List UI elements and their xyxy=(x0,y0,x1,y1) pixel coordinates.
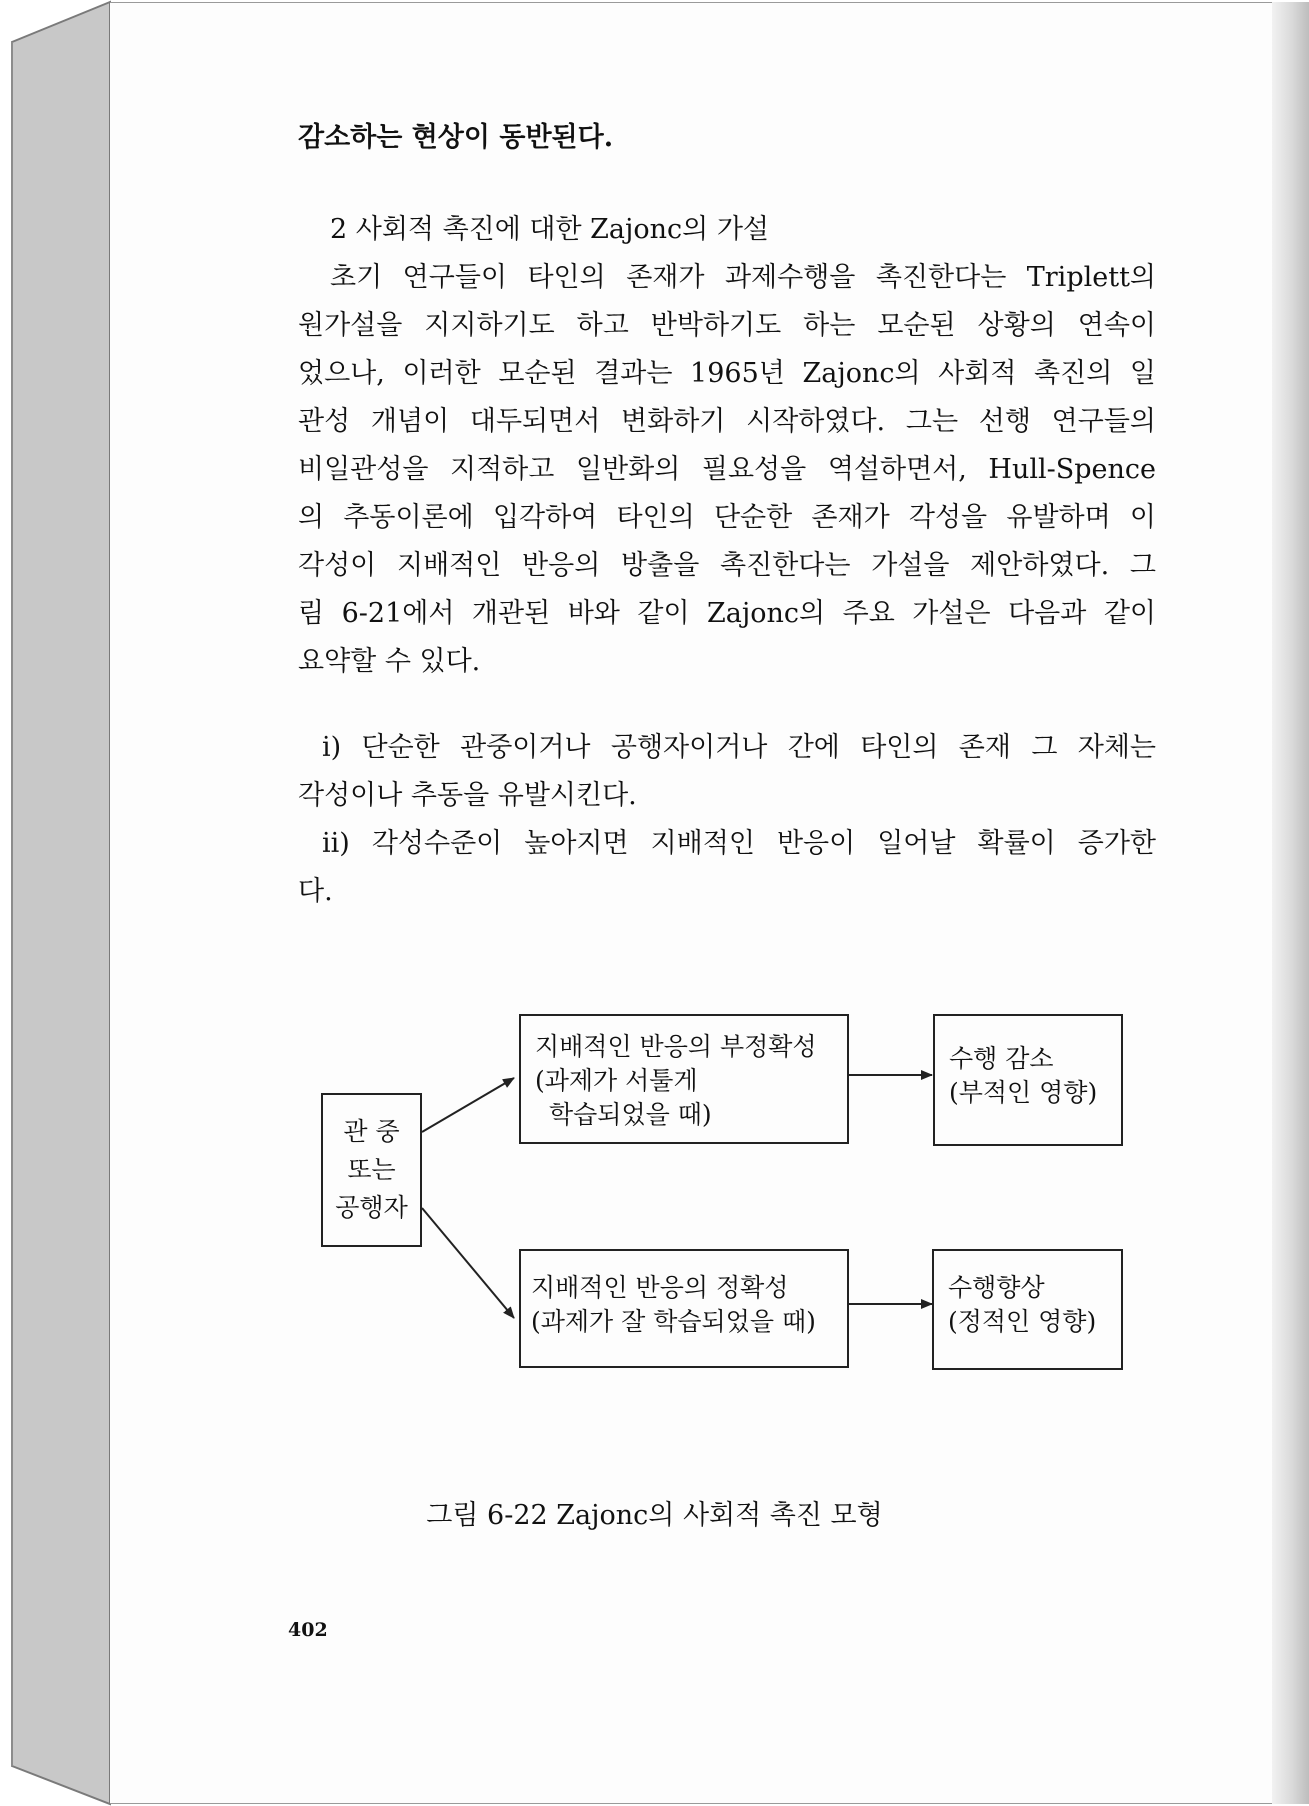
page-number: 402 xyxy=(288,1619,328,1641)
arrow-to-upper xyxy=(422,1078,514,1132)
paragraph-line: 관성 개념이 대두되면서 변화하기 시작하였다. 그는 선행 연구들의 xyxy=(298,406,1156,437)
paragraph-line: 초기 연구들이 타인의 존재가 과제수행을 촉진한다는 Triplett의 xyxy=(330,262,1156,293)
source-box xyxy=(321,1093,422,1247)
top-line: 감소하는 현상이 동반된다. xyxy=(298,122,614,153)
lower-condition-line: 지배적인 반응의 정확성 xyxy=(531,1273,789,1302)
paragraph-line: 요약할 수 있다. xyxy=(298,646,481,677)
upper-condition-line: 지배적인 반응의 부정확성 xyxy=(535,1032,817,1061)
hypothesis-line: ii) 각성수준이 높아지면 지배적인 반응이 일어날 확률이 증가한 xyxy=(322,828,1156,859)
hypothesis-line: i) 단순한 관중이거나 공행자이거나 간에 타인의 존재 그 자체는 xyxy=(322,732,1156,763)
upper-result-box xyxy=(933,1014,1123,1146)
source-label: 관 중 xyxy=(343,1117,400,1146)
paragraph-line: 원가설을 지지하기도 하고 반박하기도 하는 모순된 상황의 연속이 xyxy=(298,310,1156,341)
source-label: 또는 xyxy=(347,1155,396,1184)
upper-condition-line: (과제가 서툴게 xyxy=(535,1066,698,1095)
paragraph-line: 림 6-21에서 개관된 바와 같이 Zajonc의 주요 가설은 다음과 같이 xyxy=(298,598,1156,629)
source-label: 공행자 xyxy=(335,1193,408,1222)
upper-condition-line: 학습되었을 때) xyxy=(549,1100,712,1129)
paragraph-line: 의 추동이론에 입각하여 타인의 단순한 존재가 각성을 유발하며 이 xyxy=(298,502,1156,533)
section-heading: 2 사회적 촉진에 대한 Zajonc의 가설 xyxy=(330,214,769,245)
upper-condition-box xyxy=(519,1014,849,1144)
hypothesis-line: 다. xyxy=(298,876,333,907)
lower-result-line: (정적인 영향) xyxy=(948,1307,1097,1336)
arrow-to-lower xyxy=(422,1208,514,1318)
upper-result-line: 수행 감소 xyxy=(949,1044,1054,1073)
lower-condition-line: (과제가 잘 학습되었을 때) xyxy=(531,1307,816,1336)
hypothesis-line: 각성이나 추동을 유발시킨다. xyxy=(298,780,637,811)
paragraph-line: 각성이 지배적인 반응의 방출을 촉진한다는 가설을 제안하였다. 그 xyxy=(298,550,1156,581)
paragraph-line: 었으나, 이러한 모순된 결과는 1965년 Zajonc의 사회적 촉진의 일 xyxy=(298,358,1156,389)
upper-result-line: (부적인 영향) xyxy=(949,1078,1098,1107)
lower-result-box xyxy=(932,1249,1123,1370)
figure-caption: 그림 6-22 Zajonc의 사회적 촉진 모형 xyxy=(426,1500,883,1531)
lower-condition-box xyxy=(519,1249,849,1368)
lower-result-line: 수행향상 xyxy=(948,1273,1045,1302)
paragraph-line: 비일관성을 지적하고 일반화의 필요성을 역설하면서, Hull-Spence xyxy=(298,454,1156,485)
